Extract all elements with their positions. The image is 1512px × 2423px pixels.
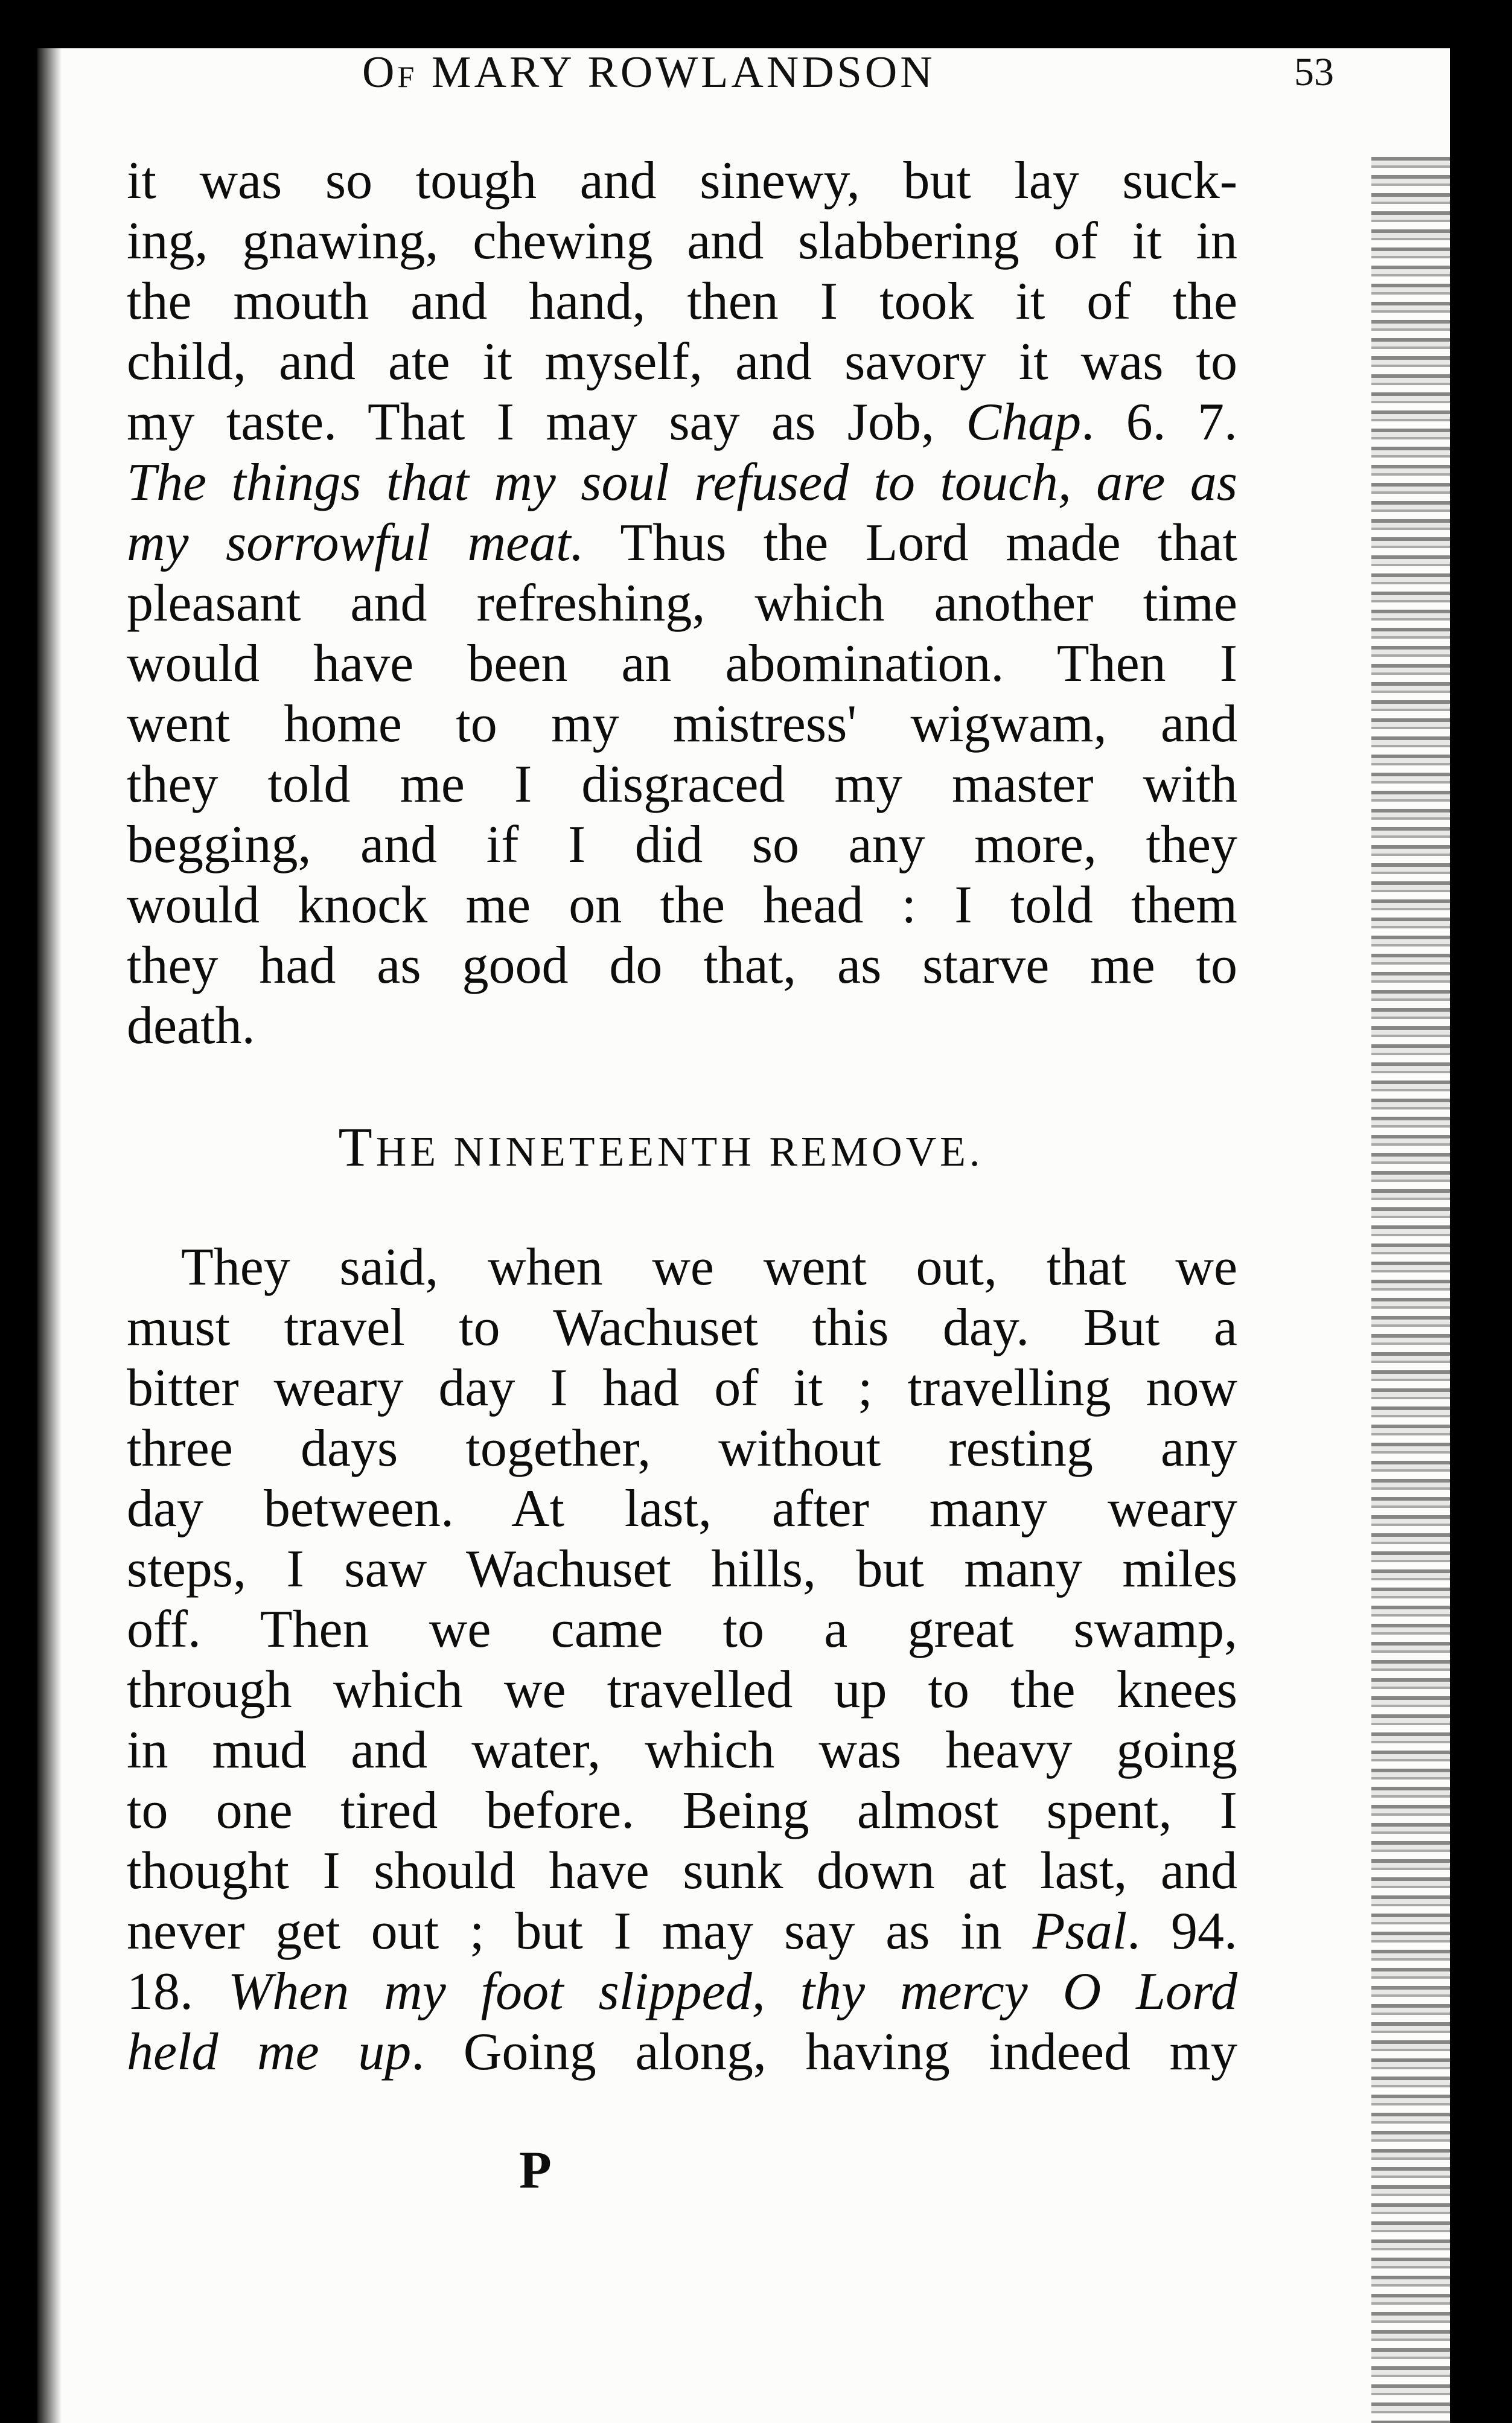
scripture-reference: Psal [1032,1902,1128,1961]
text-line: the mouth and hand, then I took it of the [127,272,1237,331]
page-number: 53 [1294,50,1334,94]
section-heading: THE NINETEENTH REMOVE. [338,1116,984,1178]
text-line: my taste. That I may say as Job, Chap. 6. 7. [127,393,1238,452]
text-line: would have been an abomination. Then I [127,634,1237,693]
text-line: would knock me on the head : I told them [127,876,1237,934]
text-line: they had as good do that, as starve me to [127,936,1237,995]
running-title-prefix-small: F [397,60,418,94]
gutter-shadow [37,48,62,2423]
scripture-quote: When my foot slipped, thy mercy O Lord [228,1962,1237,2021]
text-line-italic: The things that my soul refused to touch, are as [127,453,1237,512]
scripture-quote: held me up [127,2023,412,2081]
text-line: they told me I disgraced my master with [127,755,1237,814]
running-head [151,47,1334,120]
text-line: They said, when we went out, that we [181,1238,1237,1297]
text-line: went home to my mistress' wigwam, and [127,695,1237,753]
text-line: must travel to Wachuset this day. But a [127,1298,1237,1357]
running-title-main: MARY ROWLANDSON [417,48,936,97]
text-line: 18. When my foot slipped, thy mercy O Lord [127,1962,1237,2021]
running-title [362,47,936,98]
text-line: bitter weary day I had of it ; travelling now [127,1359,1237,1417]
body-text [127,151,1237,2083]
text-line: never get out ; but I may say as in Psal. 94. [127,1902,1237,1961]
text-line: day between. At last, after many weary [127,1480,1237,1538]
text-line: in mud and water, which was heavy going [127,1721,1237,1780]
text-line: held me up. Going along, having indeed my [127,2023,1237,2081]
text-line: through which we travelled up to the knees [127,1661,1237,1719]
text-line: death. [127,997,255,1055]
text-line: ing, gnawing, chewing and slabbering of it in [127,212,1237,270]
text-line: thought I should have sunk down at last, and [127,1842,1237,1900]
text-line: it was so tough and sinewy, but lay suck- [127,152,1237,210]
text-line: steps, I saw Wachuset hills, but many miles [127,1540,1237,1598]
text-line: child, and ate it myself, and savory it was to [127,333,1237,391]
signature-mark: P [519,2141,552,2200]
page-edge-texture [1371,157,1450,2423]
text-line: off. Then we came to a great swamp, [127,1600,1237,1659]
text-line: begging, and if I did so any more, they [127,816,1237,874]
scripture-reference: Chap [966,393,1082,452]
scripture-quote: my sorrowful meat. [127,514,584,572]
text-line: three days together, without resting any [127,1419,1237,1478]
running-title-prefix: O [362,48,398,97]
text-line: to one tired before. Being almost spent, I [127,1781,1237,1840]
text-line: my sorrowful meat. Thus the Lord made that [127,514,1238,572]
text-line: pleasant and refreshing, which another time [127,574,1237,633]
